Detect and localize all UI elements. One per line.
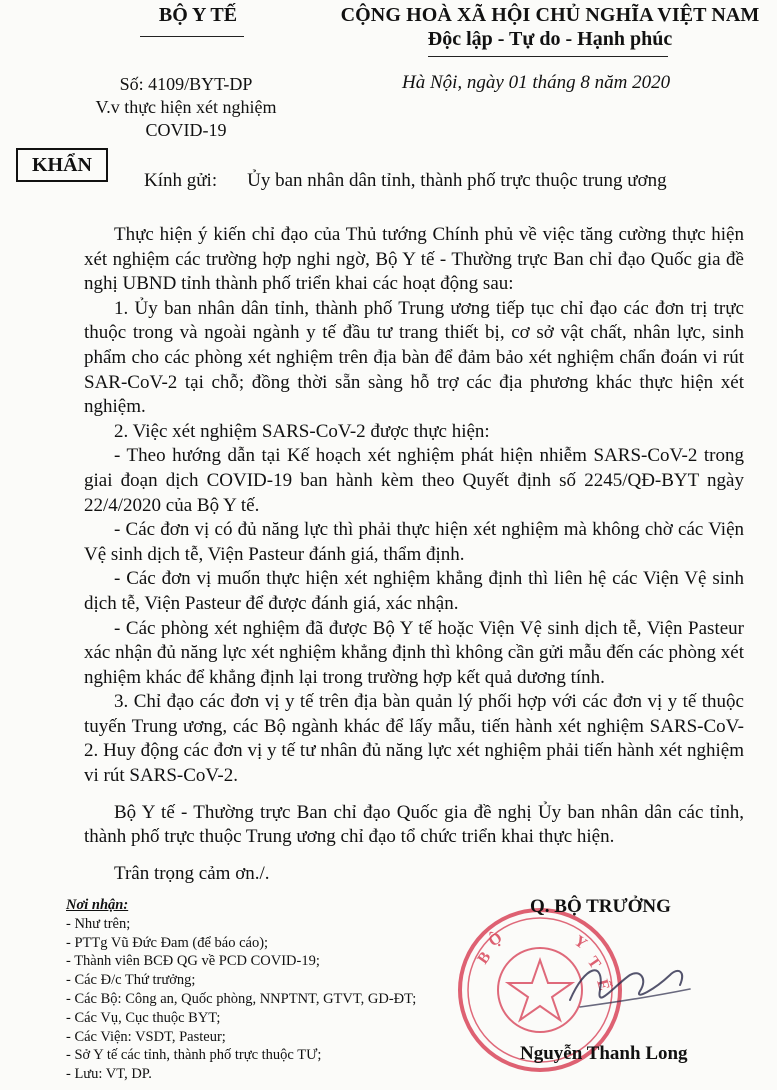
urgent-stamp: KHẨN bbox=[16, 148, 108, 182]
recipients-item: - Sở Y tế các tỉnh, thành phố trực thuộc TƯ; bbox=[66, 1047, 322, 1064]
recipients-item: - Lưu: VT, DP. bbox=[66, 1066, 152, 1083]
recipients-item: - Các Bộ: Công an, Quốc phòng, NNPTNT, GTVT, GD-ĐT; bbox=[66, 990, 417, 1007]
reference-subject-line1: V.v thực hiện xét nghiệm bbox=[95, 97, 277, 117]
svg-text:Y: Y bbox=[570, 932, 590, 953]
handwritten-signature bbox=[560, 945, 700, 1025]
svg-text:B: B bbox=[474, 948, 495, 968]
recipients-list bbox=[66, 896, 416, 1084]
reference-block bbox=[60, 73, 312, 142]
recipients-item: - Thành viên BCĐ QG về PCD COVID-19; bbox=[66, 953, 320, 970]
closing-paragraph: Bộ Y tế - Thường trực Ban chỉ đạo Quốc gia đề nghị Ủy ban nhân dân các tỉnh, thành phố trực thuộc Trung ương chỉ đạo tổ chức triển khai thực hiện. bbox=[84, 801, 744, 848]
svg-text:T: T bbox=[583, 953, 604, 973]
svg-text:Ế: Ế bbox=[593, 977, 613, 993]
recipients-item: - Các Vụ, Cục thuộc BYT; bbox=[66, 1009, 221, 1026]
recipients-item: - Các Đ/c Thứ trưởng; bbox=[66, 972, 196, 989]
recipient-value: Ủy ban nhân dân tỉnh, thành phố trực thuộc trung ương bbox=[247, 170, 667, 191]
paragraph-2a: - Theo hướng dẫn tại Kế hoạch xét nghiệm phát hiện nhiễm SARS-CoV-2 trong giai đoạn dịch COVID-19 ban hành kèm theo Quyết định số 2245/QĐ-BYT ngày 22/4/2020 của Bộ Y tế. bbox=[84, 445, 744, 516]
recipients-heading: Nơi nhận: bbox=[66, 897, 129, 913]
document-date: Hà Nội, ngày 01 tháng 8 năm 2020 bbox=[402, 72, 671, 93]
paragraph-3: 3. Chỉ đạo các đơn vị y tế trên địa bàn quản lý phối hợp với các đơn vị y tế thuộc tuyến Trung ương, các Bộ ngành khác để lấy mẫu, tiến hành xét nghiệm SARS-CoV-2. Huy động các đơn vị y tế tư nhân đủ năng lực xét nghiệm phải tiến hành xét nghiệm vi rút SARS-CoV-2. bbox=[84, 691, 744, 787]
thanks-line: Trân trọng cảm ơn./. bbox=[114, 862, 270, 884]
recipient-line bbox=[144, 170, 667, 192]
paragraph-2: 2. Việc xét nghiệm SARS-CoV-2 được thực hiện: bbox=[114, 420, 490, 442]
national-motto: Độc lập - Tự do - Hạnh phúc bbox=[427, 28, 673, 50]
recipients-item: - Như trên; bbox=[66, 915, 131, 932]
signer-name: Nguyễn Thanh Long bbox=[520, 1043, 688, 1064]
signer-title: Q. BỘ TRƯỞNG bbox=[530, 896, 671, 917]
svg-text:Ộ: Ộ bbox=[485, 929, 506, 951]
recipient-label: Kính gửi: bbox=[144, 170, 218, 191]
paragraph-2d: - Các phòng xét nghiệm đã được Bộ Y tế hoặc Viện Vệ sinh dịch tễ, Viện Pasteur xác nhận đủ năng lực xét nghiệm khẳng định thì không cần gửi mẫu đến các phòng xét nghiệm khác để khẳng định lại trong trường hợp kết quả dương tính. bbox=[84, 617, 744, 688]
recipients-item: - PTTg Vũ Đức Đam (để báo cáo); bbox=[66, 934, 269, 951]
ministry-underline bbox=[140, 36, 244, 37]
paragraph-2c: - Các đơn vị muốn thực hiện xét nghiệm khẳng định thì liên hệ các Viện Vệ sinh dịch tễ, Viện Pasteur để được đánh giá, xác nhận. bbox=[84, 568, 744, 614]
reference-number: Số: 4109/BYT-DP bbox=[119, 74, 253, 94]
motto-underline bbox=[428, 56, 668, 57]
recipients-item: - Các Viện: VSDT, Pasteur; bbox=[66, 1028, 226, 1045]
republic-name: CỘNG HOÀ XÃ HỘI CHỦ NGHĨA VIỆT NAM bbox=[340, 4, 760, 26]
intro-paragraph: Thực hiện ý kiến chỉ đạo của Thủ tướng Chính phủ về việc tăng cường thực hiện xét nghiệm các trường hợp nghi ngờ, Bộ Y tế - Thường trực Ban chỉ đạo Quốc gia đề nghị UBND tỉnh thành phố triển khai các hoạt động sau: bbox=[84, 224, 744, 295]
ministry-name: BỘ Y TẾ bbox=[158, 4, 238, 26]
paragraph-2b: - Các đơn vị có đủ năng lực thì phải thực hiện xét nghiệm mà không chờ các Viện Vệ sinh dịch tễ, Viện Pasteur đánh giá, thẩm định. bbox=[84, 519, 744, 565]
paragraph-1: 1. Ủy ban nhân dân tỉnh, thành phố Trung ương tiếp tục chỉ đạo các đơn trị trực thuộc trong và ngoài ngành y tế đầu tư trang thiết bị, cơ sở vật chất, nhân lực, sinh phẩm cho các phòng xét nghiệm trên địa bàn để đảm bảo xét nghiệm chẩn đoán vi rút SAR-CoV-2 tại chỗ; đồng thời sẵn sàng hỗ trợ các địa phương khác thực hiện xét nghiệm. bbox=[84, 297, 744, 418]
reference-subject-line2: COVID-19 bbox=[145, 120, 227, 140]
document-body bbox=[84, 223, 744, 886]
